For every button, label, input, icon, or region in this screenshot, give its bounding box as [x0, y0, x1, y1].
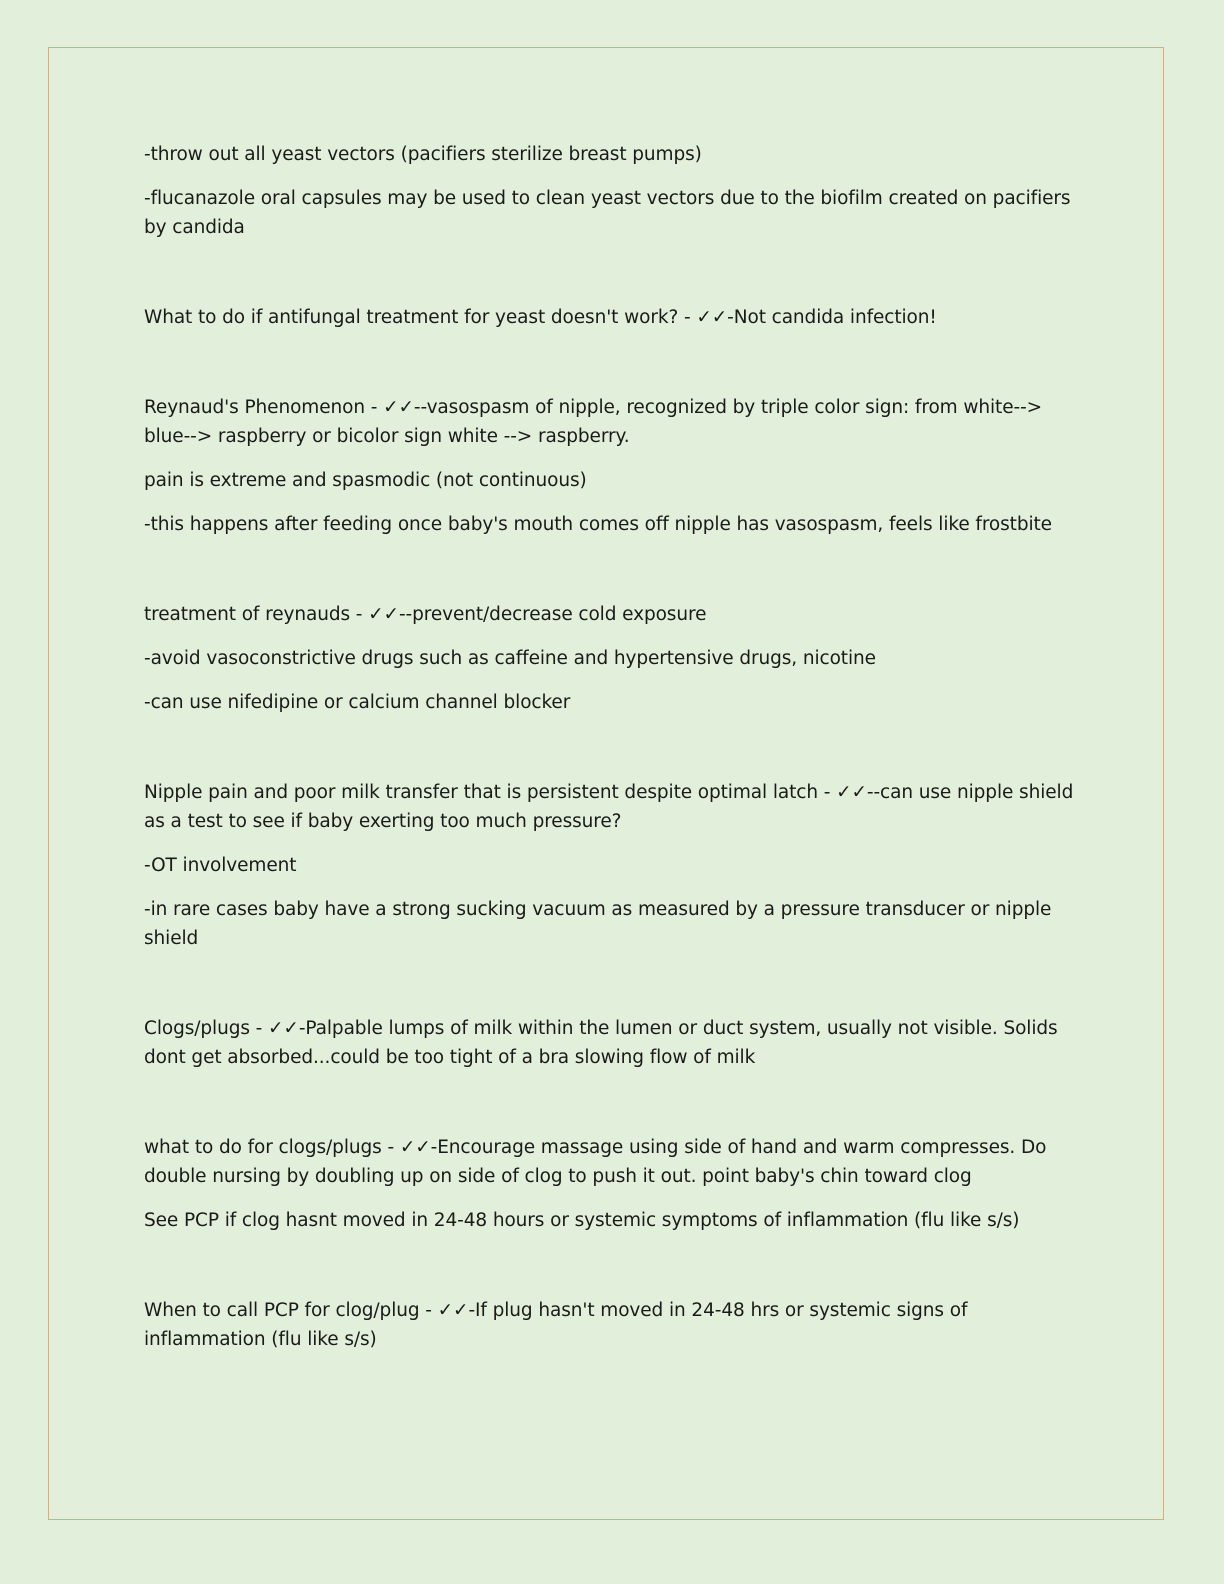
question-text: treatment of reynauds -: [144, 604, 369, 625]
checkmark-icon: ✓✓: [368, 604, 399, 625]
document-body: [144, 140, 1074, 1369]
checkmark-icon: ✓✓: [383, 397, 414, 418]
answer-text: -If plug hasn't moved in 24-48 hrs or systemic signs of inflammation (flu like s/s): [144, 1300, 968, 1350]
note-line: -can use nifedipine or calcium channel blocker: [144, 692, 571, 713]
checkmark-icon: ✓✓: [696, 307, 728, 328]
flashcard-question-answer: [144, 600, 1074, 629]
note-line: -flucanazole oral capsules may be used to clean yeast vectors due to the biofilm created on pacifiers by candida: [144, 188, 1071, 238]
checkmark-icon: ✓✓: [399, 1137, 431, 1158]
question-text: Clogs/plugs -: [144, 1018, 269, 1039]
checkmark-icon: ✓✓: [437, 1300, 469, 1321]
note-line: -this happens after feeding once baby's mouth comes off nipple has vasospasm, feels like frostbite: [144, 514, 1052, 535]
note-line: pain is extreme and spasmodic (not continuous): [144, 470, 587, 491]
checkmark-icon: ✓✓: [268, 1018, 299, 1039]
flashcard-question-answer: [144, 393, 1074, 451]
flashcard-question-answer: [144, 1014, 1074, 1072]
question-text: what to do for clogs/plugs -: [144, 1137, 400, 1158]
note-line: -in rare cases baby have a strong sucking vacuum as measured by a pressure transducer or nipple shield: [144, 899, 1052, 949]
question-text: When to call PCP for clog/plug -: [144, 1300, 438, 1321]
answer-text: -Not candida infection!: [727, 307, 937, 328]
flashcard-question-answer: [144, 1296, 1074, 1354]
checkmark-icon: ✓✓: [836, 782, 867, 803]
answer-text: --vasospasm of nipple, recognized by triple color sign: from white--> blue--> raspberry or bicolor sign white --> raspberry.: [144, 397, 1043, 447]
question-text: What to do if antifungal treatment for yeast doesn't work? -: [144, 307, 697, 328]
flashcard-question-answer: [144, 303, 1074, 332]
flashcard-question-answer: [144, 1133, 1074, 1191]
answer-text: --prevent/decrease cold exposure: [398, 604, 707, 625]
note-line: -OT involvement: [144, 855, 297, 876]
note-line: -throw out all yeast vectors (pacifiers sterilize breast pumps): [144, 144, 702, 165]
note-line: -avoid vasoconstrictive drugs such as caffeine and hypertensive drugs, nicotine: [144, 648, 876, 669]
note-line: See PCP if clog hasnt moved in 24-48 hours or systemic symptoms of inflammation (flu like s/s): [144, 1210, 1020, 1231]
answer-text: -Palpable lumps of milk within the lumen or duct system, usually not visible. Solids dont get absorbed...could be too tight of a bra slowing flow of milk: [144, 1018, 1058, 1068]
flashcard-question-answer: [144, 778, 1074, 836]
question-text: Reynaud's Phenomenon -: [144, 397, 384, 418]
answer-text: -Encourage massage using side of hand and warm compresses. Do double nursing by doubling up on side of clog to push it out. point baby's chin toward clog: [144, 1137, 1047, 1187]
answer-text: --can use nipple shield as a test to see if baby exerting too much pressure?: [144, 782, 1074, 832]
question-text: Nipple pain and poor milk transfer that is persistent despite optimal latch -: [144, 782, 837, 803]
